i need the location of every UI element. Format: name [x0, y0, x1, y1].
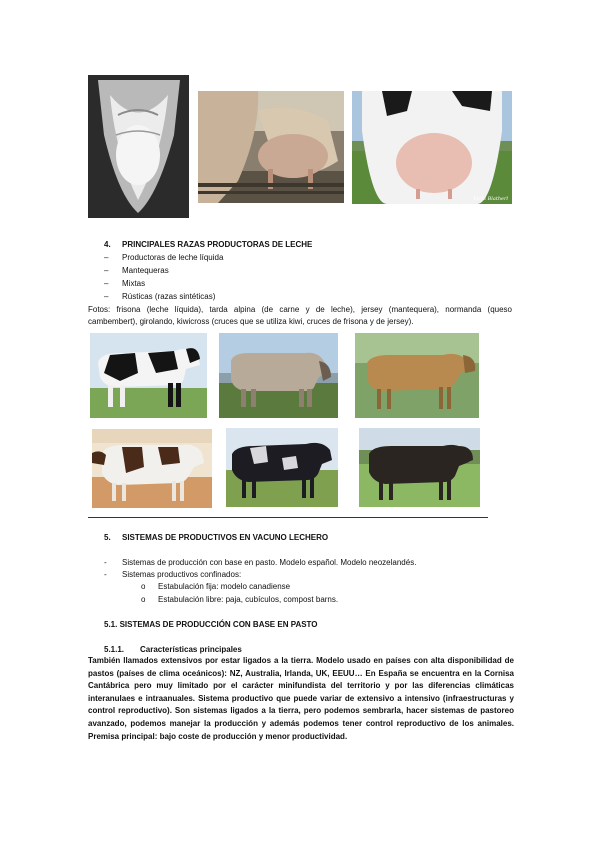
kiwicross-photo [359, 428, 480, 507]
list-item: Mantequeras [122, 266, 169, 275]
normanda-photo [92, 429, 212, 508]
udder-rear-photo [352, 91, 512, 204]
fotos-caption-line-1: Fotos: frisona (leche líquida), tarda alpina (de carne y de leche), jersey (mantequera), normanda (queso [88, 305, 512, 314]
fotos-caption-line-2: cambembert), girolando, kiwicross (cruces que se utiliza kiwi, cruces de frisona y de jersey). [88, 317, 414, 326]
section-5-number: 5. [104, 533, 111, 542]
photo-signature: Vicki Blatherl [473, 196, 508, 202]
list-item: Mixtas [122, 279, 146, 288]
list-marker: - [104, 570, 107, 579]
sublist-item: Estabulación libre: paja, cubículos, compost barns. [158, 595, 339, 604]
list-item: Sistemas de producción con base en pasto. Modelo español. Modelo neozelandés. [122, 558, 417, 567]
udder-xray-photo [88, 75, 189, 218]
frisona-photo [90, 333, 207, 418]
list-marker: - [104, 558, 107, 567]
sublist-item: Estabulación fija: modelo canadiense [158, 582, 291, 591]
tarda-alpina-photo [219, 333, 338, 418]
sublist-marker: o [141, 595, 146, 604]
list-item: Sistemas productivos confinados: [122, 570, 242, 579]
section-5-1-1-heading: Características principales [140, 645, 242, 654]
udder-side-photo [198, 91, 344, 203]
jersey-photo [355, 333, 479, 418]
sublist-marker: o [141, 582, 146, 591]
section-divider [88, 517, 488, 518]
section-5-1-1-number: 5.1.1. [104, 645, 125, 654]
list-marker: – [104, 279, 109, 288]
list-marker: – [104, 253, 109, 262]
body-paragraph: También llamados extensivos por estar ligados a la tierra. Modelo usado en países con alta disponibilidad de pastos (países de clima oceánicos): NZ, Australia, Irlanda, UK, EEUU… En España se encuentra en la Cornisa Cantábrica pero muy limitado por el carácter minifundista del territorio y por las diferencias climáticas interanulaes e intraanuales. Sistema productivo que puede variar de extensivo a intensivo (infraestructuras y control reproductivo). Son sistemas ligados a la tierra, pero podemos sembrarla, hacer sistemas de pastoreo avanzado, podemos manejar la producción y además podemos tener control reproductivo de los animales. Premisa principal: bajo coste de producción y menor productividad. [88, 656, 514, 741]
list-marker: – [104, 266, 109, 275]
list-item: Rústicas (razas sintéticas) [122, 292, 216, 301]
list-item: Productoras de leche líquida [122, 253, 224, 262]
section-5-heading: SISTEMAS DE PRODUCTIVOS EN VACUNO LECHERO [122, 533, 329, 542]
girolando-photo [226, 428, 338, 507]
list-marker: – [104, 292, 109, 301]
section-4-heading: PRINCIPALES RAZAS PRODUCTORAS DE LECHE [122, 240, 313, 249]
section-4-number: 4. [104, 240, 111, 249]
section-5-1-heading: 5.1. SISTEMAS DE PRODUCCIÓN CON BASE EN PASTO [104, 620, 318, 629]
